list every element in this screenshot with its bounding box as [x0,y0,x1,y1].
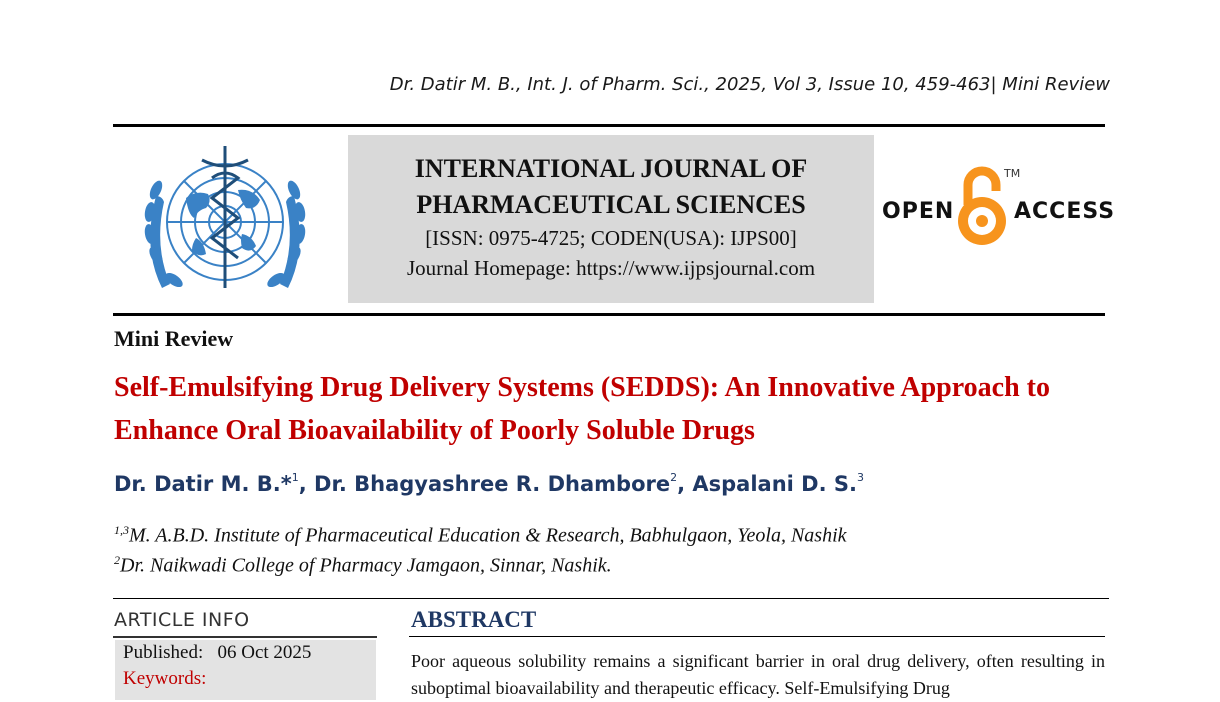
abstract-text: Poor aqueous solubility remains a significant barrier in oral drug delivery, often resulting in suboptimal bioavailability and therapeutic efficacy. Self-Emulsifying Drug [411,651,1105,698]
affiliation [114,523,847,548]
article-info-box [115,640,376,700]
article-title: Self-Emulsifying Drug Delivery Systems (SEDDS): An Innovative Approach to Enhance Oral Bioavailability of Poorly Soluble Drugs [114,372,1050,446]
author-name: Dr. Bhagyashree R. Dhambore [314,472,671,496]
affiliation-number: 1,3 [114,523,129,537]
published-date: 06 Oct 2025 [217,642,312,663]
published-line [123,642,311,664]
open-access-logo [880,165,1116,255]
running-citation: Dr. Datir M. B., Int. J. of Pharm. Sci., 2025, Vol 3, Issue 10, 459-463| Mini Review [389,74,1110,95]
un-emblem-logo [126,138,324,306]
article-info-rule [113,636,377,638]
author-affiliation-number: 2 [670,471,678,484]
author-name: Dr. Datir M. B.* [114,472,292,496]
author-list [114,472,864,496]
author-affiliation-number: 3 [857,471,864,484]
article-type: Mini Review [114,326,234,351]
header-top-rule [113,124,1105,127]
open-access-access-text: ACCESS [1014,199,1116,224]
published-label: Published: [123,642,204,663]
affiliation-number: 2 [114,553,120,567]
open-access-trademark: TM [1004,167,1021,180]
header-bottom-rule [113,313,1105,316]
author-separator: , [298,472,315,496]
author-affiliation-number: 1 [291,471,299,484]
open-access-lock-icon [954,165,1010,251]
abstract-rule [409,636,1105,637]
journal-name-line-1: INTERNATIONAL JOURNAL OF [414,154,808,183]
journal-masthead [348,135,874,303]
journal-homepage[interactable]: Journal Homepage: https://www.ijpsjournal.com [406,256,816,280]
open-access-open-text: OPEN [882,199,955,224]
affiliation-text: Dr. Naikwadi College of Pharmacy Jamgaon, Sinnar, Nashik. [120,554,612,577]
journal-name [348,151,874,223]
keywords-label: Keywords: [123,668,207,689]
section-divider [113,598,1109,599]
affiliation [114,553,612,578]
author-name: Aspalani D. S. [692,472,857,496]
author-separator: , [677,472,693,496]
journal-name-line-2: PHARMACEUTICAL SCIENCES [416,190,806,219]
abstract-heading: ABSTRACT [411,607,537,632]
journal-issn-coden: [ISSN: 0975-4725; CODEN(USA): IJPS00] [425,226,797,250]
affiliation-text: M. A.B.D. Institute of Pharmaceutical Education & Research, Babhulgaon, Yeola, Nashik [129,524,847,547]
article-info-heading: ARTICLE INFO [114,609,250,631]
